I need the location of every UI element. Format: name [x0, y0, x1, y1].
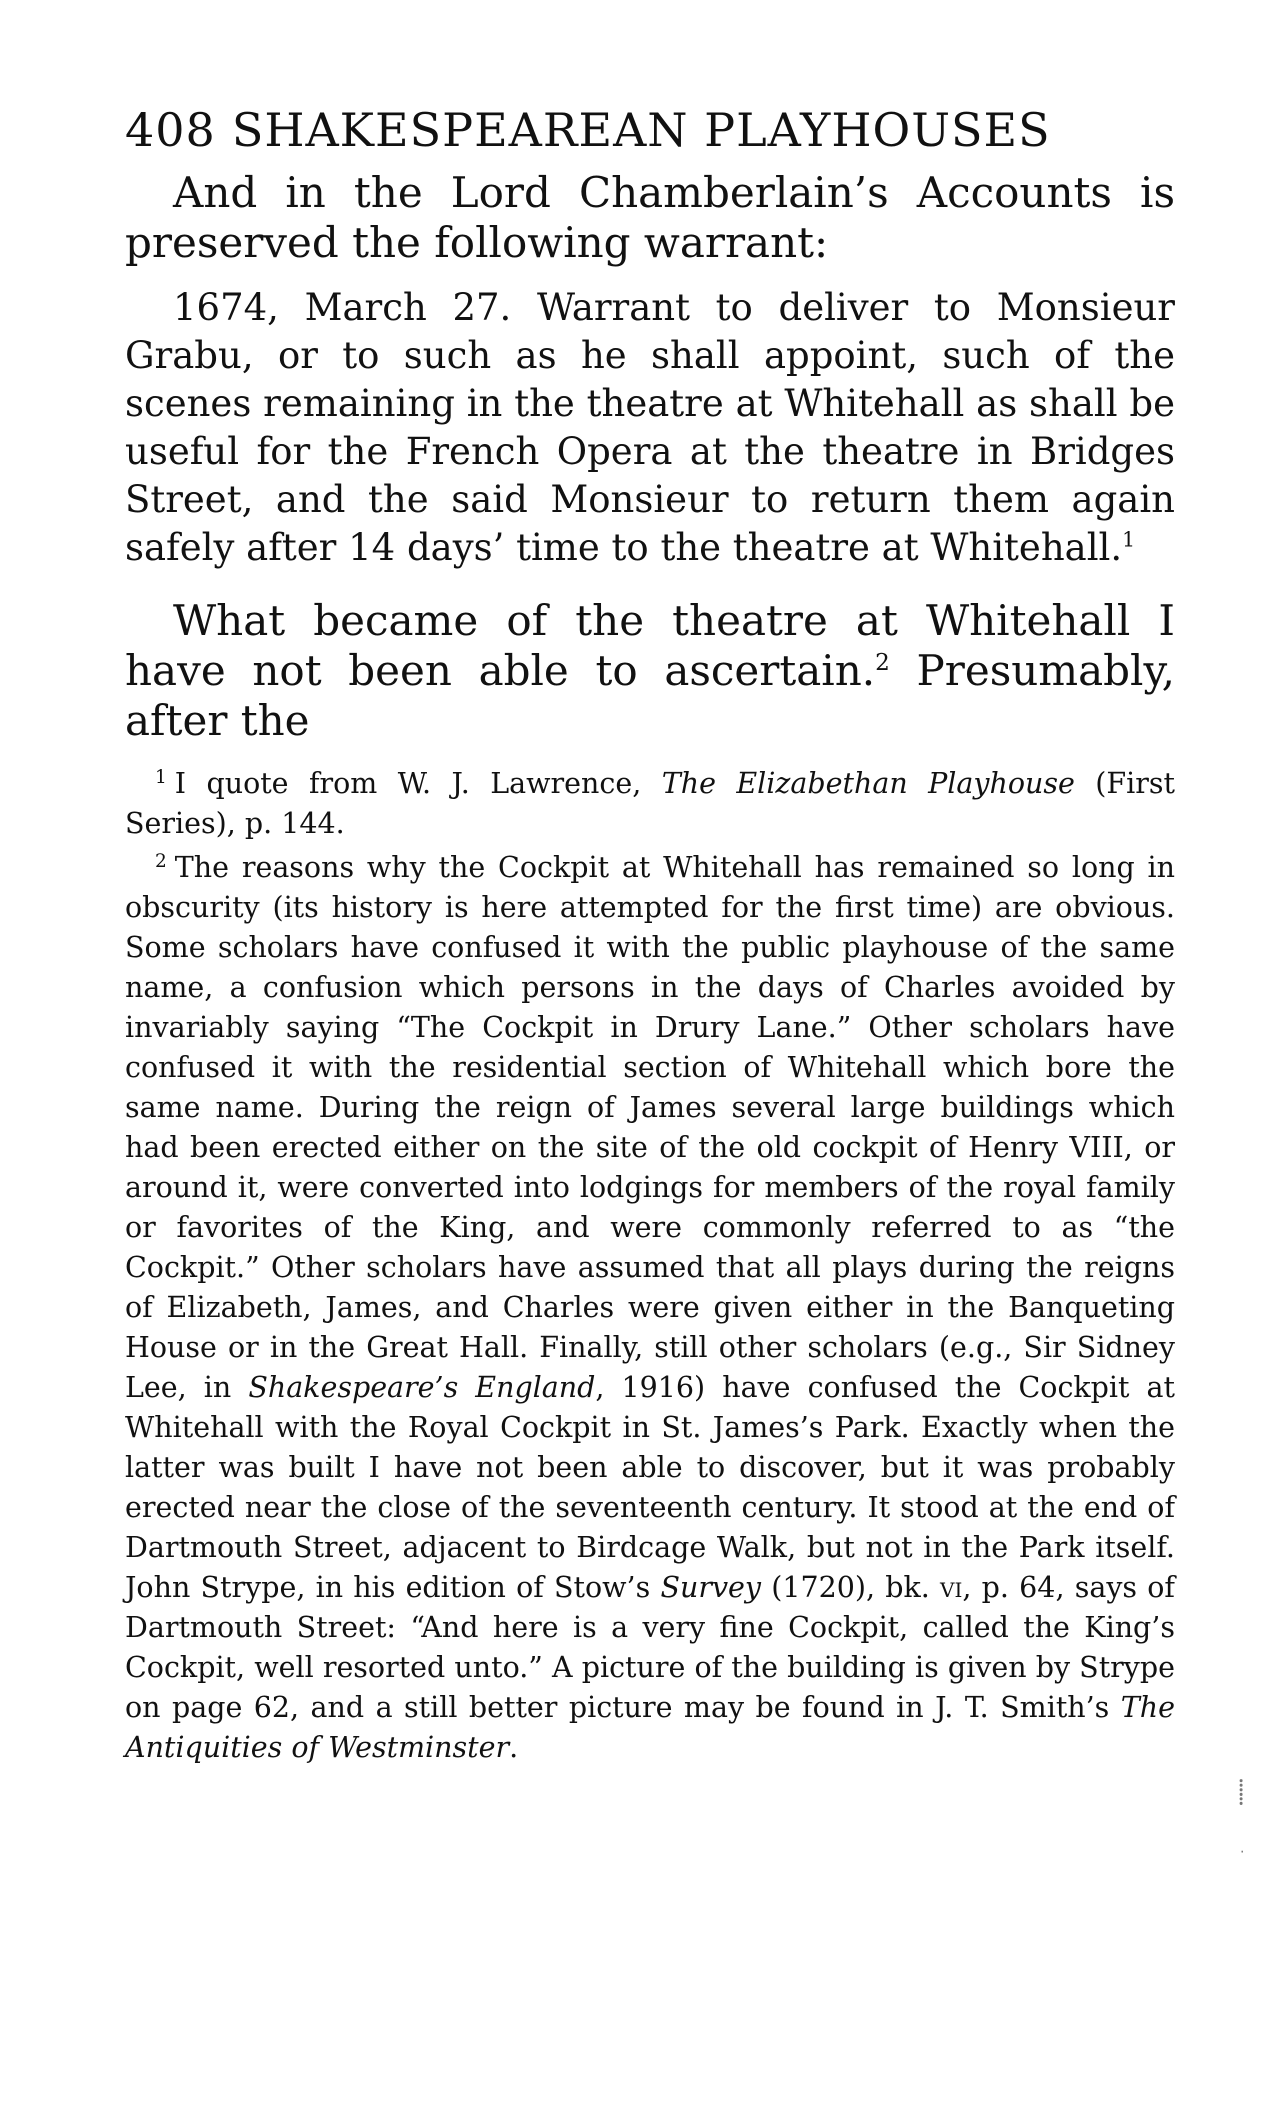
footnote-reference: 2 — [875, 650, 890, 676]
scan-speck: ⸽ — [1238, 1778, 1245, 1806]
warrant-text: Warrant to deliver to Monsieur Grabu, or to such as he shall appoint, such of the scenes remaining in the theatre at Whitehall as shall be useful for the French Opera at the theatre in Bridges Street, and the said Monsieur to return them again safely after 14 days’ time to the theatre at Whitehall. — [125, 286, 1175, 569]
footnote-mark: 2 — [155, 850, 167, 872]
running-head — [125, 100, 1175, 160]
body-paragraph — [125, 596, 1175, 746]
book-page — [125, 100, 1175, 1772]
footnote-text: (First Series), p. 144. — [125, 767, 1175, 840]
footnote-mark: 1 — [155, 766, 167, 788]
book-title: Shakespeare’s England — [248, 1371, 596, 1404]
footnote-text: . — [509, 1731, 519, 1764]
footnote — [125, 764, 1175, 844]
footnote-text: (1720), bk. — [761, 1571, 941, 1604]
scan-speck: ‧ — [1240, 1845, 1245, 1861]
footnote-reference: 1 — [1122, 527, 1136, 552]
footnote-text: I quote from W. J. Lawrence, — [174, 767, 662, 800]
footnotes — [125, 764, 1175, 1768]
book-number: vi — [940, 1571, 963, 1604]
footnote-text: , p. 64, says of Dartmouth Street: “And here is a very fine Cockpit, called the King’s Cockpit, well resorted unto.” A picture of the building is given by Strype on page 62, and a still better picture may be found in J. T. Smith’s — [125, 1571, 1175, 1724]
warrant-date: 1674, March 27. — [173, 286, 512, 329]
body-paragraph — [125, 168, 1175, 268]
running-title: SHAKESPEAREAN PLAYHOUSES — [231, 103, 1051, 157]
book-title: Survey — [660, 1571, 762, 1604]
warrant-quotation — [125, 284, 1175, 572]
paragraph-text: What became of the theatre at Whitehall I have not been able to ascertain. — [125, 596, 1175, 695]
paragraph-text: And in the Lord Chamberlain’s Accounts is preserved the following warrant: — [125, 168, 1175, 267]
page-number: 408 — [125, 103, 216, 157]
footnote-text: The reasons why the Cockpit at Whitehall has remained so long in obscurity (its history is here attempted for the first time) are obvious. Some scholars have confused it with the public playhouse of the same name, a confusion which persons in the days of Charles avoided by invariably saying “The Cockpit in Drury Lane.” Other scholars have confused it with the residential section of Whitehall which bore the same name. During the reign of James several large buildings which had been erected either on the site of the old cockpit of Henry VIII, or around it, were converted into lodgings for members of the royal family or favorites of the King, and were commonly referred to as “the Cockpit.” Other scholars have assumed that all plays during the reigns of Elizabeth, James, and Charles were given either in the Banqueting House or in the Great Hall. Finally, still other scholars (e.g., Sir Sidney Lee, in — [125, 851, 1175, 1404]
book-title: The Antiquities of Westminster — [125, 1691, 1175, 1764]
footnote-text: , 1916) have confused the Cockpit at Whitehall with the Royal Cockpit in St. James’s Park. Exactly when the latter was built I have not been able to discover, but it was probably erected near the close of the seventeenth century. It stood at the end of Dartmouth Street, adjacent to Birdcage Walk, but not in the Park itself. John Strype, in his edition of Stow’s — [125, 1371, 1175, 1604]
paragraph-text: Presumably, after the — [125, 646, 1175, 745]
book-title: The Elizabethan Playhouse — [661, 767, 1075, 800]
footnote — [125, 848, 1175, 1768]
